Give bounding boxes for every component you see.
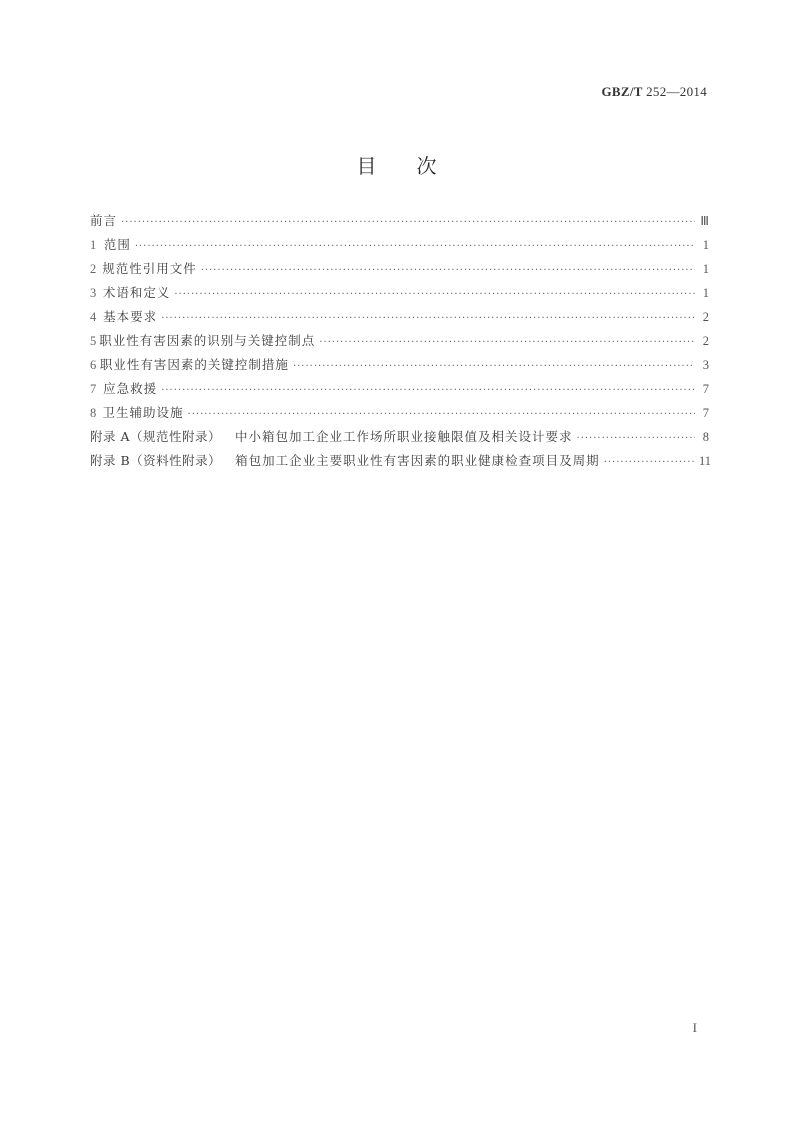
toc-item-page: 1 — [702, 286, 709, 300]
document-code-number: 252—2014 — [646, 84, 707, 99]
toc-item-scope[interactable] — [90, 235, 709, 259]
toc-leader-dots — [174, 289, 695, 300]
toc-item-page: 2 — [702, 334, 709, 348]
toc-leader-dots — [604, 457, 695, 468]
toc-item-page: 3 — [702, 358, 709, 372]
page-number: I — [692, 1020, 697, 1035]
toc-item-label: 职业性有害因素的识别与关键控制点 — [99, 333, 316, 348]
toc-item-appendix-prefix: 附录 A（规范性附录） — [90, 429, 222, 444]
toc-leader-dots — [135, 241, 695, 252]
toc-item-page: 8 — [702, 430, 709, 444]
table-of-contents — [90, 211, 712, 475]
toc-item-basic-requirements[interactable] — [90, 307, 709, 331]
toc-leader-dots — [161, 385, 695, 396]
toc-item-number: 6 — [90, 358, 97, 372]
toc-item-label: 应急救援 — [103, 381, 158, 396]
toc-item-label: 范围 — [103, 237, 131, 252]
toc-item-emergency-rescue[interactable] — [90, 379, 709, 403]
toc-item-label: 卫生辅助设施 — [102, 405, 184, 420]
document-code — [602, 84, 707, 100]
toc-item-page: 7 — [702, 382, 709, 396]
toc-item-number: 5 — [90, 334, 97, 348]
toc-item-appendix-a[interactable] — [90, 427, 709, 451]
toc-item-label: 中小箱包加工企业工作场所职业接触限值及相关设计要求 — [235, 429, 573, 444]
toc-item-normative-references[interactable] — [90, 259, 709, 283]
toc-leader-dots — [293, 361, 695, 372]
toc-item-label: 基本要求 — [103, 309, 158, 324]
toc-item-label: 前言 — [90, 213, 118, 228]
toc-leader-dots — [188, 409, 695, 420]
toc-item-page: 1 — [702, 238, 709, 252]
toc-leader-dots — [161, 313, 695, 324]
toc-item-hazard-identification[interactable] — [90, 331, 709, 355]
document-code-prefix: GBZ/T — [601, 84, 643, 99]
toc-leader-dots — [577, 433, 695, 444]
toc-item-preface[interactable] — [90, 211, 709, 235]
toc-item-number: 1 — [90, 238, 97, 252]
toc-item-terms-definitions[interactable] — [90, 283, 709, 307]
toc-item-number: 8 — [90, 406, 97, 420]
toc-item-label: 箱包加工企业主要职业性有害因素的职业健康检查项目及周期 — [235, 453, 600, 468]
toc-item-control-measures[interactable] — [90, 355, 709, 379]
toc-item-label: 术语和定义 — [102, 285, 171, 300]
toc-item-appendix-prefix: 附录 B（资料性附录） — [90, 453, 222, 468]
toc-item-label: 规范性引用文件 — [102, 261, 197, 276]
toc-item-sanitary-facilities[interactable] — [90, 403, 709, 427]
toc-item-page: 7 — [702, 406, 709, 420]
toc-item-page: 1 — [702, 262, 709, 276]
toc-leader-dots — [201, 265, 695, 276]
toc-item-number: 4 — [90, 310, 97, 324]
toc-item-number: 7 — [90, 382, 97, 396]
toc-item-number: 2 — [90, 262, 97, 276]
page-title: 目次 — [356, 154, 477, 178]
toc-leader-dots — [121, 217, 695, 228]
toc-item-label: 职业性有害因素的关键控制措施 — [99, 357, 289, 372]
toc-leader-dots — [319, 337, 695, 348]
toc-item-number: 3 — [90, 286, 97, 300]
toc-item-page: 2 — [702, 310, 709, 324]
toc-item-page: 11 — [699, 454, 712, 468]
toc-item-page: Ⅲ — [700, 214, 709, 228]
toc-item-appendix-b[interactable] — [90, 451, 712, 475]
